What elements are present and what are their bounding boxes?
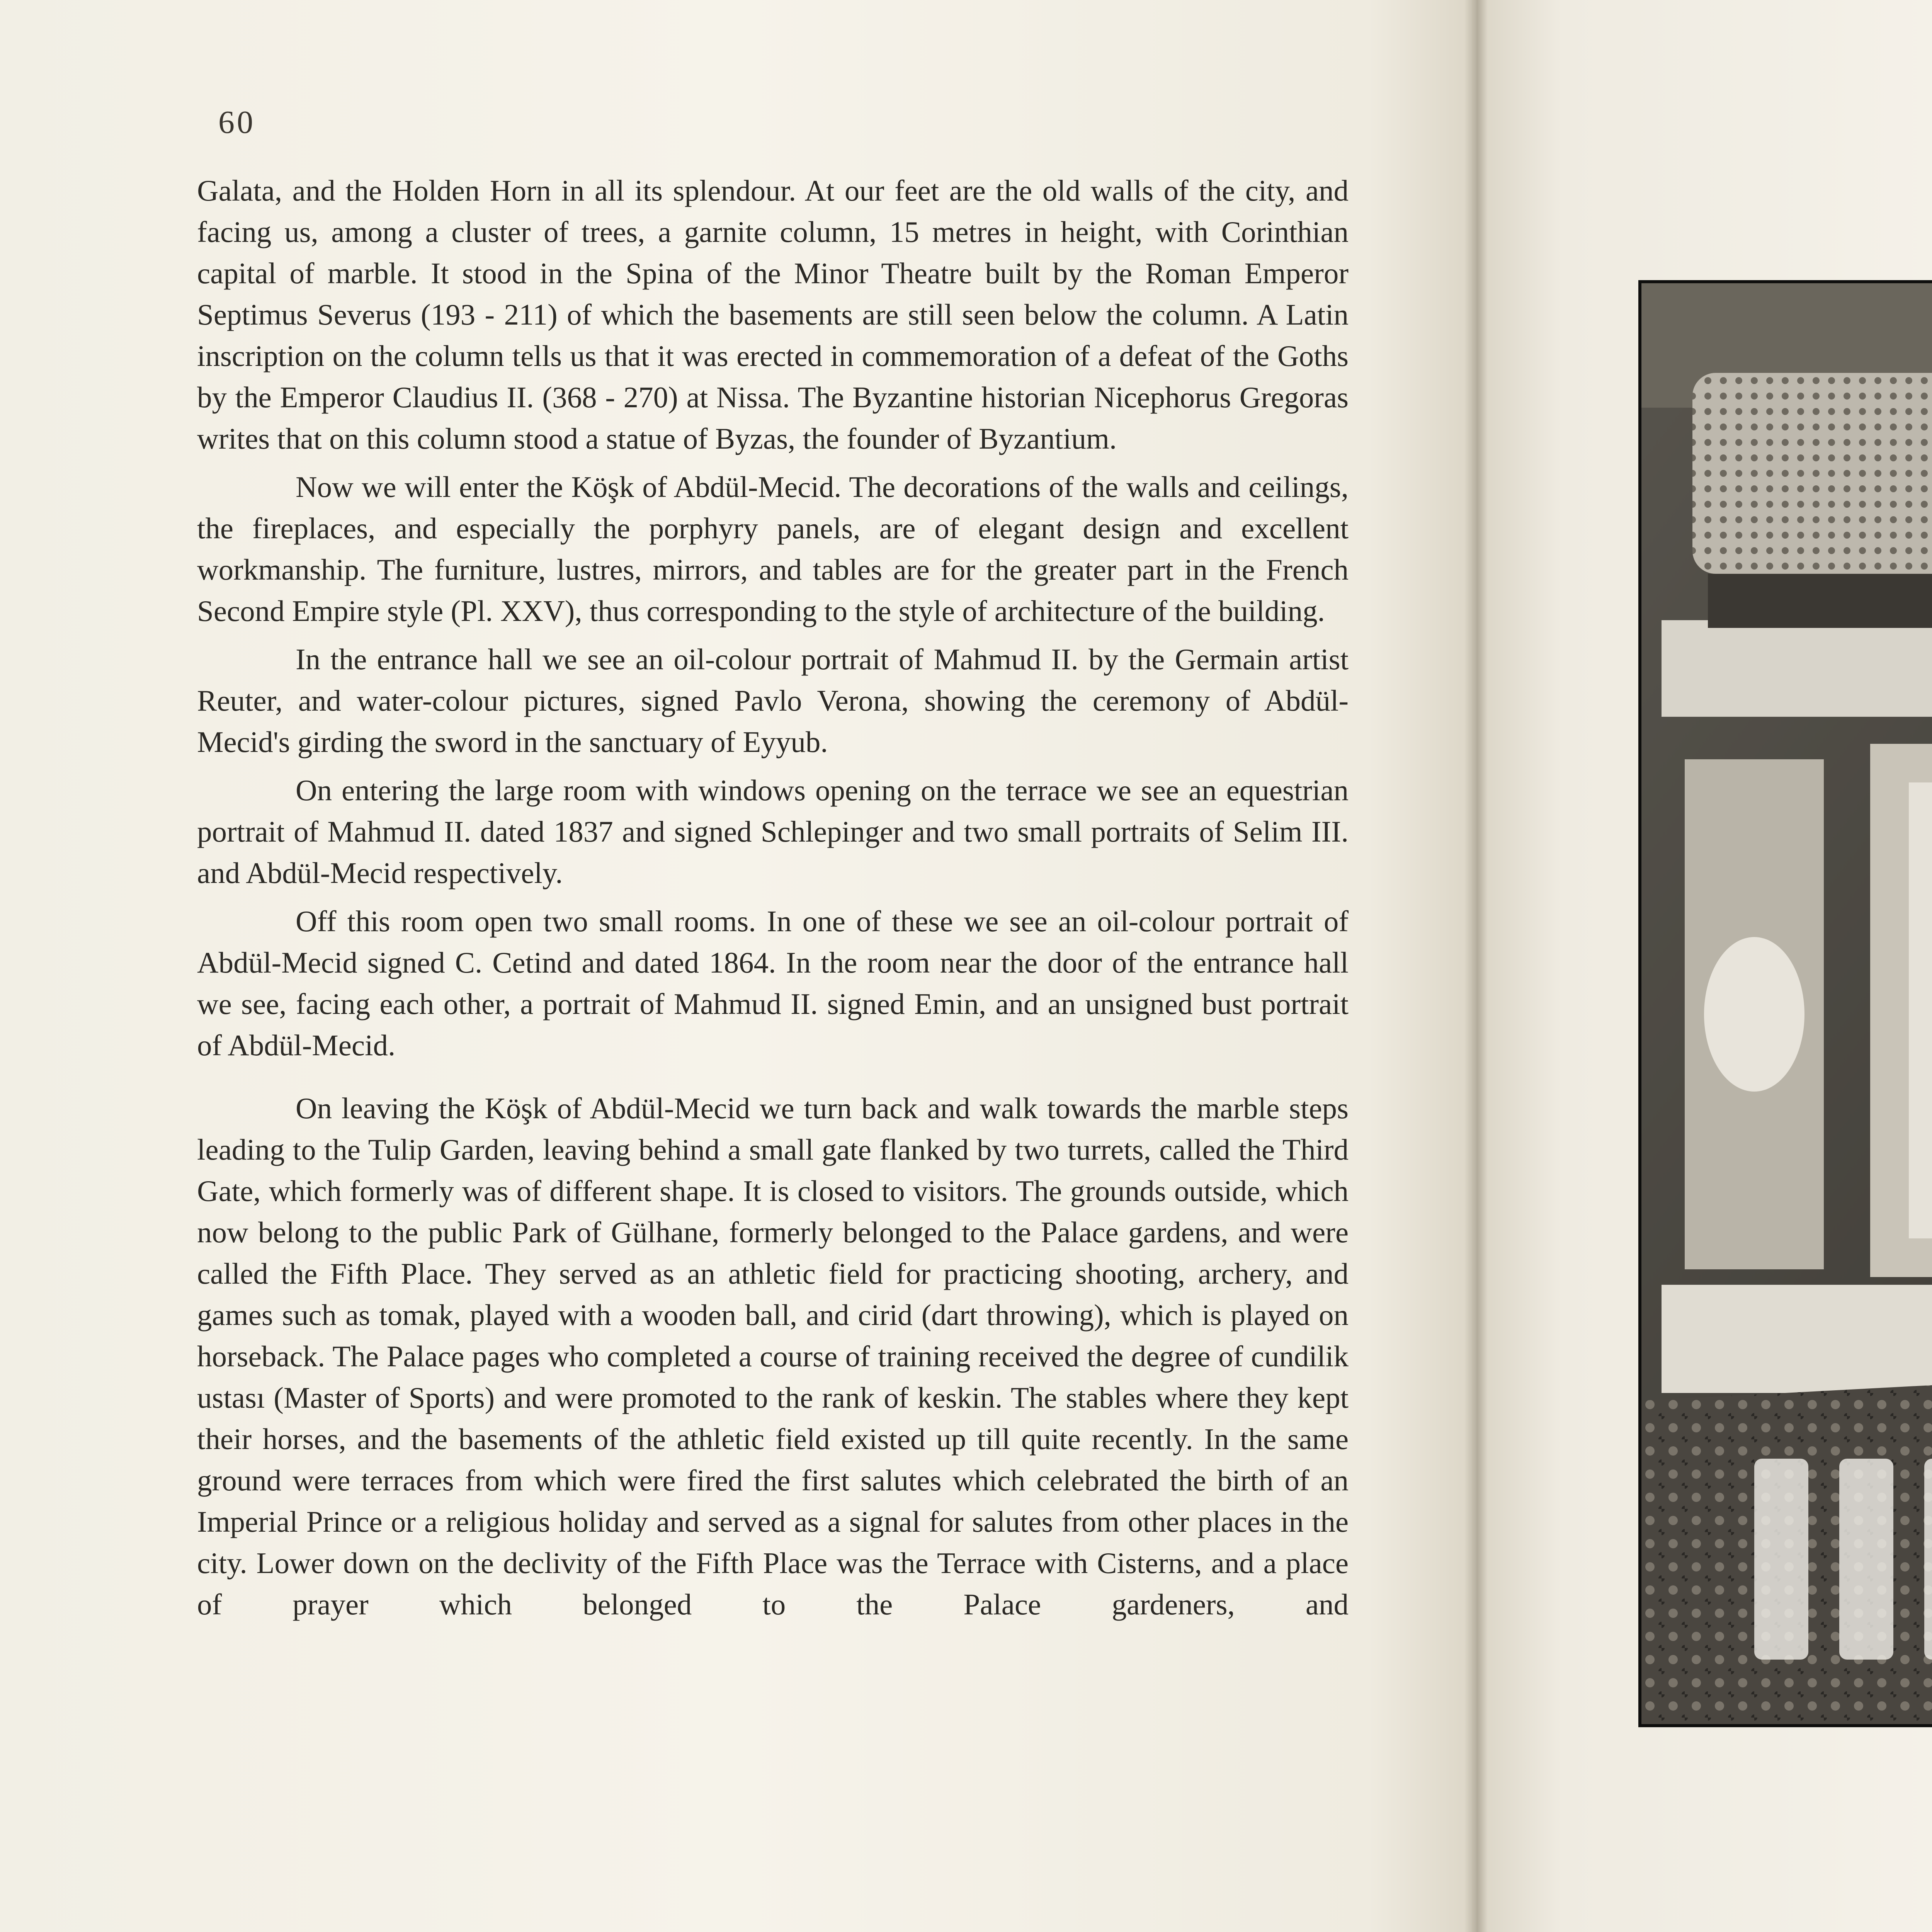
paragraph-6: On leaving the Köşk of Abdül-Mecid we turn back and walk towards the marble steps leading to the Tulip Garden, leaving behind a small gate flanked by two turrets, called the Third Gate, which formerly was of different shape. It is closed to visitors. The grounds outside, which now belong to the public Park of Gülhane, formerly belonged to the Palace gardens, and were called the Fifth Place. They served as an athletic field for practicing shooting, archery, and games such as tomak, played with a wooden ball, and cirid (dart throwing), which is played on horseback. The Palace pages who completed a course of training received the degree of cundilik ustası (Master of Sports) and were promoted to the rank of keskin. The stables where they kept their horses, and the basements of the athletic field existed up till quite recently. In the same ground were terraces from which were fired the first salutes which celebrated the birth of an Imperial Prince or a religious holiday and served as a signal for salutes from other places in the city. Lower down on the declivity of the Fifth Place was the Terrace with Cisterns, and a place of prayer which belonged to the Palace gardeners, and	[197, 1092, 1349, 1621]
paragraph-3: In the entrance hall we see an oil-colour portrait of Mahmud II. by the Germain artist Reuter, and water-colour pictures, signed Pavlo Verona, showing the ceremony of Abdül-Mecid's girding the sword in the sanctuary of Eyyub.	[197, 643, 1349, 759]
book-gutter	[1464, 0, 1488, 1932]
paragraph-4: On entering the large room with windows opening on the terrace we see an equestrian portrait of Mahmud II. dated 1837 and signed Schlepinger and two small portraits of Selim III. and Abdül-Mecid respectively.	[197, 774, 1349, 889]
page-number: 60	[218, 104, 255, 140]
paragraph-5: Off this room open two small rooms. In one of these we see an oil-colour portrait of Abdül-Mecid signed C. Cetind and dated 1864. In the room near the door of the entrance hall we see, facing each other, a portrait of Mahmud II. signed Emin, and an unsigned bust portrait of Abdül-Mecid.	[197, 905, 1349, 1062]
paragraph-1: Galata, and the Holden Horn in all its splendour. At our feet are the old walls of the city, and facing us, among a cluster of trees, a garnite column, 15 metres in height, with Corinthian capital of marble. It stood in the Spina of the Minor Theatre built by the Roman Emperor Septimus Severus (193 - 211) of which the basements are still seen below the column. A Latin inscription on the column tells us that it was erected in commemoration of a defeat of the Goths by the Emperor Claudius II. (368 - 270) at Nissa. The Byzantine historian Nicephorus Gregoras writes that on this column stood a statue of Byzas, the founder of Byzantium.	[197, 174, 1349, 455]
plate-photograph	[1638, 280, 1932, 1727]
body-text	[197, 170, 1349, 1632]
paragraph-2: Now we will enter the Köşk of Abdül-Mecid. The decorations of the walls and ceilings, the fireplaces, and especially the porphyry panels, are of elegant design and excellent workmanship. The furniture, lustres, mirrors, and tables are for the greater part in the French Second Empire style (Pl. XXV), thus corresponding to the style of architecture of the building.	[197, 470, 1349, 628]
interior-photo-illustration	[1638, 280, 1932, 1727]
